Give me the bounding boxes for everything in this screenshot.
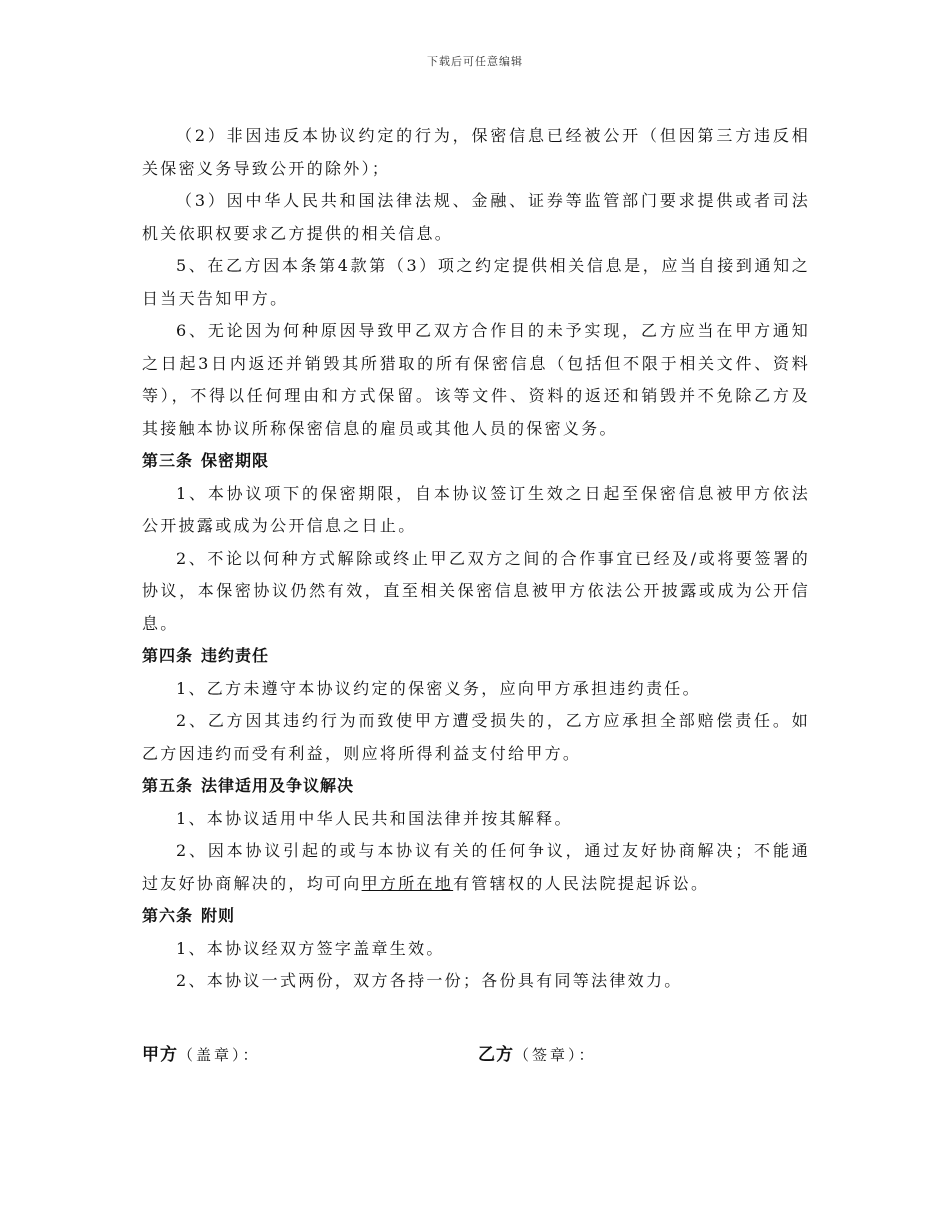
section-heading-6 [142, 900, 810, 933]
section-title: 违约责任 [201, 646, 270, 665]
section-number: 第四条 [142, 646, 194, 665]
party-b-label: 乙方 [478, 1045, 514, 1065]
section5-item-1: 1、本协议适用中华人民共和国法律并按其解释。 [176, 808, 573, 828]
header-note: 下载后可任意编辑 [427, 55, 523, 68]
paragraph-clause-2: （2）非因违反本协议约定的行为，保密信息已经被公开（但因第三方违反相关保密义务导致公开的除外）； [142, 126, 810, 178]
paragraph-item-6: 6、无论因为何种原因导致甲乙双方合作目的未予实现，乙方应当在甲方通知之日起3日内返还并销毁其所猎取的所有保密信息（包括但不限于相关文件、资料等），不得以任何理由和方式保留。该等文件、资料的返还和销毁并不免除乙方及其接触本协议所称保密信息的雇员或其他人员的保密义务。 [142, 321, 810, 438]
section-title: 附则 [201, 906, 236, 925]
section4-item-2: 2、乙方因其违约行为而致使甲方遭受损失的，乙方应承担全部赔偿责任。如乙方因违约而受有利益，则应将所得利益支付给甲方。 [142, 711, 810, 763]
section-heading-3 [142, 445, 810, 478]
underlined-jurisdiction: 甲方所在地 [361, 873, 454, 893]
section-title: 保密期限 [201, 451, 270, 470]
party-b-seal-note: （签章）： [514, 1046, 597, 1064]
signature-party-a [142, 1040, 261, 1065]
section-number: 第五条 [142, 776, 194, 795]
signature-party-b [478, 1040, 597, 1065]
party-a-label: 甲方 [142, 1045, 178, 1065]
section-title: 法律适用及争议解决 [201, 776, 355, 795]
section3-item-1: 1、本协议项下的保密期限，自本协议签订生效之日起至保密信息被甲方依法公开披露或成为公开信息之日止。 [142, 483, 810, 535]
section5-item-2-tail: 有管辖权的人民法院提起诉讼。 [453, 873, 710, 893]
section-number: 第三条 [142, 451, 194, 470]
paragraph-item-5: 5、在乙方因本条第4款第（3）项之约定提供相关信息是，应当自接到通知之日当天告知甲方。 [142, 256, 810, 308]
section5-item-2 [142, 835, 810, 900]
party-a-seal-note: （盖章）： [178, 1046, 261, 1064]
section-heading-5 [142, 770, 810, 803]
document-body [142, 120, 810, 998]
section-number: 第六条 [142, 906, 194, 925]
paragraph-clause-3: （3）因中华人民共和国法律法规、金融、证券等监管部门要求提供或者司法机关依职权要求乙方提供的相关信息。 [142, 191, 810, 243]
section3-item-2: 2、不论以何种方式解除或终止甲乙双方之间的合作事宜已经及/或将要签署的协议，本保密协议仍然有效，直至相关保密信息被甲方依法公开披露或成为公开信息。 [142, 548, 810, 633]
section6-item-2: 2、本协议一式两份，双方各持一份；各份具有同等法律效力。 [176, 971, 683, 990]
section-heading-4 [142, 640, 810, 673]
section5-item-2-text: 2、因本协议引起的或与本协议有关的任何争议，通过友好协商解决；不能通过友好协商解决的，均可向 [142, 841, 810, 893]
section6-item-1: 1、本协议经双方签字盖章生效。 [176, 938, 445, 958]
section4-item-1: 1、乙方未遵守本协议约定的保密义务，应向甲方承担违约责任。 [176, 678, 701, 698]
